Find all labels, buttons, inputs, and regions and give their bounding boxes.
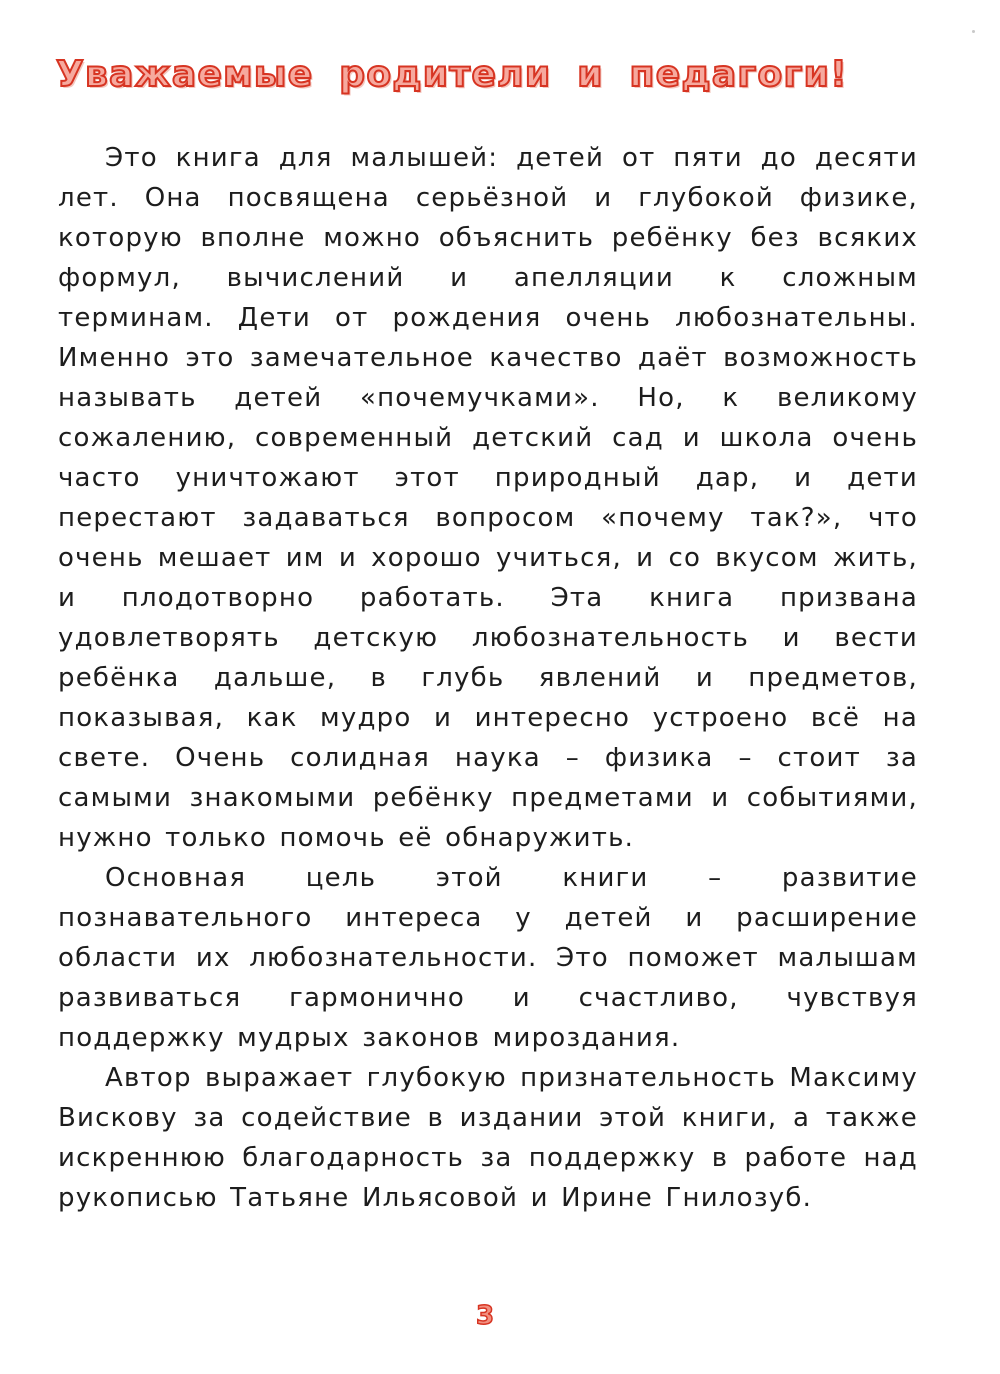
paragraph-intro: Это книга для малышей: детей от пяти до десяти лет. Она посвящена серьёзной и глубокой физике, которую вполне можно объяснить ребёнку без всяких формул, вычислений и апелляции к сложным терминам. Дети от рождения очень любознательны. Именно это замечательное качество даёт возможность называть детей «почемучками». Но, к великому сожалению, современный детский сад и школа очень часто уничтожают этот природный дар, и дети перестают задаваться вопросом «почему так?», что очень мешает им и хорошо учиться, и со вкусом жить, и плодотворно работать. Эта книга призвана удовлетворять детскую любознательность и вести ребёнка дальше, в глубь явлений и предметов, показывая, как мудро и интересно устроено всё на свете. Очень солидная наука – физика – стоит за самыми знакомыми ребёнку предметами и событиями, нужно только помочь её обнаружить. bbox=[58, 143, 918, 853]
page-title: Уважаемые родители и педагоги! bbox=[56, 54, 848, 95]
body-text bbox=[58, 138, 918, 1218]
scan-speck bbox=[972, 30, 975, 33]
paragraph-acknowledgements: Автор выражает глубокую признательность Максиму Вискову за содействие в издании этой книги, а также искреннюю благодарность за поддержку в работе над рукописью Татьяне Ильясовой и Ирине Гнилозуб. bbox=[58, 1063, 918, 1213]
paragraph-goal: Основная цель этой книги – развитие познавательного интереса у детей и расширение области их любознательности. Это поможет малышам развиваться гармонично и счастливо, чувствуя поддержку мудрых законов мироздания. bbox=[58, 863, 918, 1053]
page-number: 3 bbox=[475, 1301, 495, 1331]
